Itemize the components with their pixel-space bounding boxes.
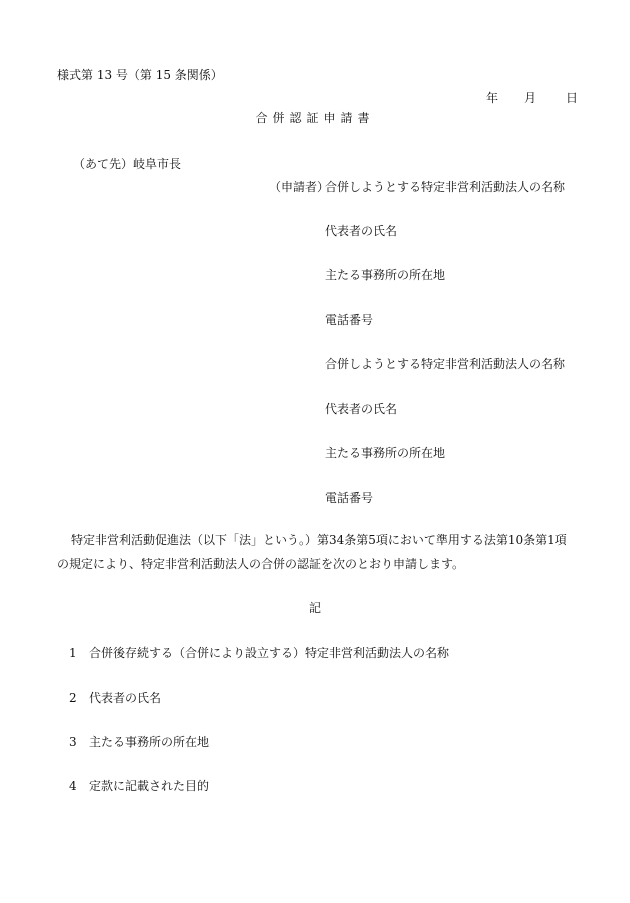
list-item bbox=[69, 779, 209, 793]
addressee: （あて先）岐阜市長 bbox=[73, 157, 182, 171]
ki-heading: 記 bbox=[308, 601, 321, 615]
list-item-number: 2 bbox=[69, 691, 77, 705]
date-year-label: 年 bbox=[486, 91, 499, 105]
list-item-number: 3 bbox=[69, 735, 77, 749]
date-day-label: 日 bbox=[566, 91, 579, 105]
body-text-line-2: の規定により、特定非営利活動法人の合併の認証を次のとおり申請します。 bbox=[57, 557, 465, 571]
applicant-field-representative-1: 代表者の氏名 bbox=[325, 224, 398, 238]
list-item-text: 主たる事務所の所在地 bbox=[89, 735, 210, 749]
list-item bbox=[69, 735, 209, 749]
list-item-text: 代表者の氏名 bbox=[89, 691, 162, 705]
applicant-field-office-address-2: 主たる事務所の所在地 bbox=[325, 446, 446, 460]
applicant-field-phone-1: 電話番号 bbox=[325, 313, 374, 327]
applicant-field-office-address-1: 主たる事務所の所在地 bbox=[325, 268, 446, 282]
applicant-field-phone-2: 電話番号 bbox=[325, 491, 374, 505]
document-title: 合併認証申請書 bbox=[255, 111, 375, 125]
applicant-field-corp-name-1: 合併しようとする特定非営利活動法人の名称 bbox=[325, 180, 566, 194]
form-number: 様式第 13 号（第 15 条関係） bbox=[57, 68, 223, 82]
applicant-label: （申請者） bbox=[269, 180, 330, 194]
applicant-field-representative-2: 代表者の氏名 bbox=[325, 402, 398, 416]
date-month-label: 月 bbox=[524, 91, 537, 105]
list-item bbox=[69, 691, 161, 705]
date-line bbox=[486, 91, 578, 105]
list-item-text: 合併後存続する（合併により設立する）特定非営利活動法人の名称 bbox=[89, 646, 450, 660]
list-item-number: 4 bbox=[69, 779, 77, 793]
body-text-line-1: 特定非営利活動促進法（以下「法」という。）第34条第5項において準用する法第10条第1項 bbox=[71, 533, 567, 547]
applicant-field-corp-name-2: 合併しようとする特定非営利活動法人の名称 bbox=[325, 357, 566, 371]
list-item-number: 1 bbox=[69, 646, 77, 660]
list-item-text: 定款に記載された目的 bbox=[89, 779, 210, 793]
list-item bbox=[69, 646, 449, 660]
